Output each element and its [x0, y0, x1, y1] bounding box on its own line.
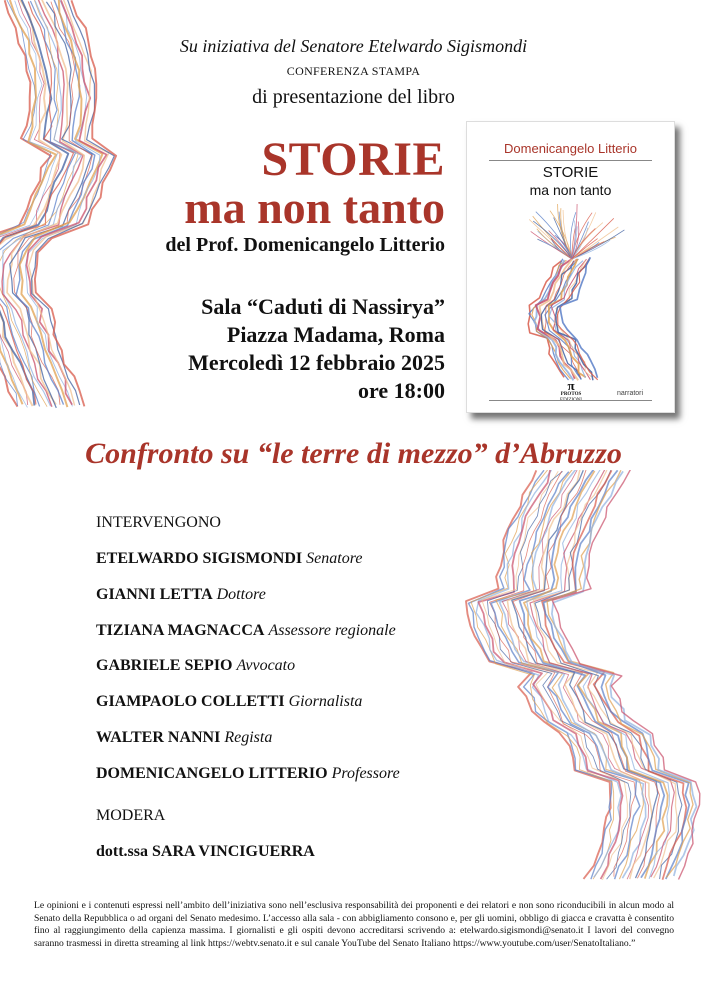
title-block: [90, 133, 445, 257]
title-line-1: STORIE: [261, 133, 445, 186]
event-subtitle: Confronto su “le terre di mezzo” d’Abruzzo: [85, 437, 622, 470]
speaker-name: GIANNI LETTA: [96, 586, 213, 603]
author-line: del Prof. Domenicangelo Litterio: [165, 234, 445, 256]
speaker-row: [96, 657, 295, 675]
title-line-2: ma non tanto: [184, 182, 445, 233]
speaker-role: Senatore: [306, 550, 363, 567]
moderator-name: dott.ssa SARA VINCIGUERRA: [96, 843, 315, 860]
speaker-row: [96, 729, 272, 747]
event-type: CONFERENZA STAMPA: [286, 64, 421, 78]
cover-wire-line: [532, 260, 571, 379]
decorative-wire-head-right: [465, 470, 707, 890]
book-cover-rule: [489, 160, 652, 161]
venue-room: Sala “Caduti di Nassirya”: [201, 294, 445, 319]
speaker-role: Regista: [224, 729, 273, 746]
speakers-heading: INTERVENGONO: [96, 514, 221, 531]
speaker-name: WALTER NANNI: [96, 729, 221, 746]
speaker-name: DOMENICANGELO LITTERIO: [96, 765, 328, 782]
publisher-name-2: [545, 398, 597, 404]
book-cover-bottom-rule: [489, 400, 652, 401]
publisher-pi-icon: π: [567, 378, 575, 393]
speaker-row: [96, 765, 400, 783]
wire-line-right: [478, 470, 622, 879]
book-cover-title-2: ma non tanto: [529, 182, 612, 198]
speaker-role: Avvocato: [236, 657, 296, 674]
book-cover-series: narratori: [617, 390, 644, 397]
disclaimer: Le opinioni e i contenuti espressi nell’ambito dell’iniziativa sono nell’esclusiva responsabilità dei proponenti e dei relatori e non sono riconducibili in alcun modo al Senato della Repubblica o ad organi del Senato medesimo. L’accesso alla sala - con abbigliamento consono e, per gli uomini, obbligo di giacca e cravatta è consentito fino al raggiungimento della capienza massima. I giornalisti e gli ospiti devono accreditarsi scrivendo a: etelwardo.sigismondi@senato.it I lavori del convegno saranno trasmessi in diretta streaming al link https://webtv.senato.it e sul canale YouTube del Senato Italiano https://www.youtube.com/user/SenatoItaliano.”: [34, 900, 674, 949]
venue-time: ore 18:00: [358, 378, 445, 403]
book-cover: [466, 121, 675, 413]
speaker-row: [96, 586, 266, 604]
book-cover-title-1: STORIE: [542, 164, 599, 181]
publisher-name-1: PROTOS: [560, 392, 582, 397]
speaker-role: Giornalista: [288, 693, 363, 710]
speaker-role: Assessore regionale: [268, 622, 396, 639]
speaker-role: Professore: [331, 765, 400, 782]
speaker-name: ETELWARDO SIGISMONDI: [96, 550, 303, 567]
book-cover-tree-illustration: [507, 204, 637, 384]
venue-address: Piazza Madama, Roma: [226, 322, 445, 347]
venue-date: Mercoledì 12 febbraio 2025: [188, 350, 445, 375]
speaker-row: [96, 622, 396, 640]
wire-line-left: [0, 1, 76, 406]
speaker-row: [96, 693, 362, 711]
speaker-row: [96, 550, 362, 568]
speaker-name: GIAMPAOLO COLLETTI: [96, 693, 285, 710]
speaker-role: Dottore: [216, 586, 266, 603]
speaker-name: GABRIELE SEPIO: [96, 657, 233, 674]
cover-wire-line: [541, 261, 581, 380]
moderator-heading: MODERA: [96, 807, 166, 824]
initiative-line: Su iniziativa del Senatore Etelwardo Sigismondi: [179, 36, 528, 56]
book-cover-author: Domenicangelo Litterio: [504, 141, 637, 156]
wire-line-right: [496, 470, 644, 879]
speaker-name: TIZIANA MAGNACCA: [96, 622, 265, 639]
venue-block: [90, 293, 445, 405]
wire-line-right: [533, 470, 677, 878]
presentation-line: di presentazione del libro: [252, 86, 455, 108]
